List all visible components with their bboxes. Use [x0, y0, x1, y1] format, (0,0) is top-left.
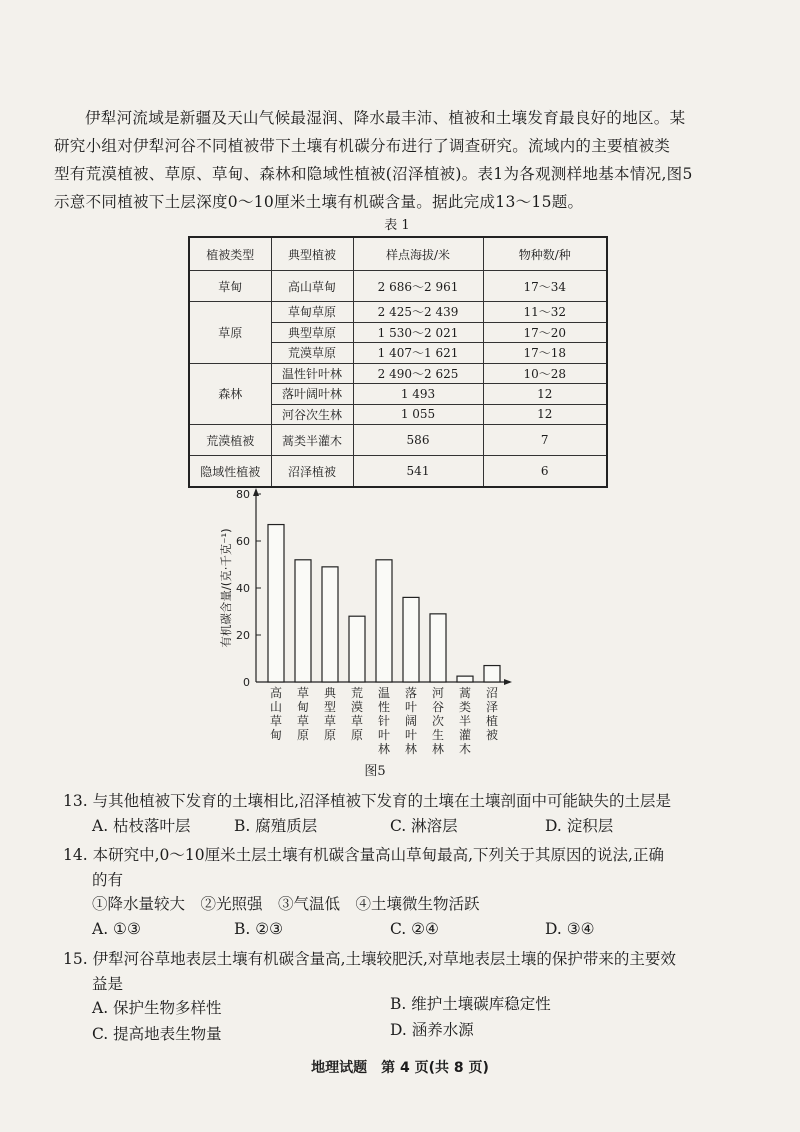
- bar: [322, 567, 338, 682]
- y-axis-label: 有机碳含量/(克·千克⁻¹): [219, 528, 233, 648]
- q14-option-d[interactable]: D. ③④: [545, 920, 595, 938]
- species-cell: 7: [483, 425, 607, 456]
- intro-line: 伊犁河流域是新疆及天山气候最湿润、降水最丰沛、植被和土壤发育最良好的地区。某: [85, 109, 686, 127]
- altitude-cell: 1 407～1 621: [353, 343, 483, 364]
- altitude-cell: 2 490～2 625: [353, 363, 483, 384]
- typical-plant-cell: 典型草原: [271, 322, 353, 343]
- x-tick-label: 荒漠草原: [350, 686, 364, 742]
- species-cell: 17～18: [483, 343, 607, 364]
- altitude-cell: 586: [353, 425, 483, 456]
- typical-plant-cell: 沼泽植被: [271, 456, 353, 488]
- q15-option-b[interactable]: B. 维护土壤碳库稳定性: [390, 995, 551, 1013]
- vegetation-type-cell: 草原: [189, 302, 271, 364]
- x-tick-label: 温性针叶林: [377, 686, 391, 756]
- y-tick-label: 40: [236, 582, 250, 595]
- table-caption: 表 1: [384, 218, 410, 233]
- vegetation-type-cell: 荒漠植被: [189, 425, 271, 456]
- typical-plant-cell: 河谷次生林: [271, 404, 353, 425]
- species-cell: 6: [483, 456, 607, 488]
- q15-option-d[interactable]: D. 涵养水源: [390, 1021, 474, 1039]
- q13-option-d[interactable]: D. 淀积层: [545, 817, 614, 835]
- altitude-cell: 1 055: [353, 404, 483, 425]
- intro-line: 示意不同植被下土层深度0～10厘米土壤有机碳含量。据此完成13～15题。: [54, 193, 584, 211]
- question-15-stem: 15. 伊犁河谷草地表层土壤有机碳含量高,土壤较肥沃,对草地表层土壤的保护带来的主要效: [63, 950, 676, 968]
- table-header: 植被类型: [189, 237, 271, 271]
- bar: [295, 560, 311, 682]
- table-header: 样点海拔/米: [353, 237, 483, 271]
- table-header: 典型植被: [271, 237, 353, 271]
- table-row: [189, 363, 607, 384]
- table-header: 物种数/种: [483, 237, 607, 271]
- table-header-row: [189, 237, 607, 271]
- intro-paragraph: [54, 104, 766, 216]
- vegetation-type-cell: 草甸: [189, 271, 271, 302]
- q13-option-c[interactable]: C. 淋溶层: [390, 817, 458, 835]
- x-tick-label: 典型草原: [323, 686, 337, 742]
- vegetation-type-cell: 隐域性植被: [189, 456, 271, 488]
- bar: [349, 616, 365, 682]
- q14-option-c[interactable]: C. ②④: [390, 920, 439, 938]
- species-cell: 10～28: [483, 363, 607, 384]
- x-tick-label: 高山草甸: [269, 686, 283, 742]
- species-cell: 17～20: [483, 322, 607, 343]
- intro-line: 型有荒漠植被、草原、草甸、森林和隐域性植被(沼泽植被)。表1为各观测样地基本情况,图5: [54, 165, 693, 183]
- typical-plant-cell: 草甸草原: [271, 302, 353, 323]
- intro-line: 研究小组对伊犁河谷不同植被带下土壤有机碳分布进行了调查研究。流域内的主要植被类: [54, 137, 671, 155]
- altitude-cell: 2 425～2 439: [353, 302, 483, 323]
- q13-option-a[interactable]: A. 枯枝落叶层: [92, 817, 191, 835]
- question-15-stem-cont: 益是: [92, 975, 124, 993]
- typical-plant-cell: 荒漠草原: [271, 343, 353, 364]
- table-row: [189, 425, 607, 456]
- x-tick-label: 落叶阔叶林: [404, 686, 418, 756]
- altitude-cell: 541: [353, 456, 483, 488]
- q13-option-b[interactable]: B. 腐殖质层: [234, 817, 318, 835]
- bar: [376, 560, 392, 682]
- question-14-stem-cont: 的有: [92, 871, 124, 889]
- typical-plant-cell: 温性针叶林: [271, 363, 353, 384]
- figure-caption: 图5: [364, 764, 386, 779]
- altitude-cell: 1 493: [353, 384, 483, 405]
- data-table: [188, 236, 608, 488]
- species-cell: 12: [483, 404, 607, 425]
- question-13-stem: 13. 与其他植被下发育的土壤相比,沼泽植被下发育的土壤在土壤剖面中可能缺失的土层是: [63, 792, 672, 810]
- x-tick-label: 河谷次生林: [431, 686, 445, 756]
- x-tick-label: 蒿类半灌木: [458, 686, 472, 756]
- page-footer: 地理试题 第 4 页(共 8 页): [311, 1060, 489, 1076]
- y-tick-label: 60: [236, 535, 250, 548]
- q14-option-a[interactable]: A. ①③: [92, 920, 141, 938]
- typical-plant-cell: 高山草甸: [271, 271, 353, 302]
- question-14-stem: 14. 本研究中,0～10厘米土层土壤有机碳含量高山草甸最高,下列关于其原因的说法,正确: [63, 846, 664, 864]
- species-cell: 11～32: [483, 302, 607, 323]
- y-tick-label: 20: [236, 629, 250, 642]
- bar: [403, 597, 419, 682]
- bar: [484, 666, 500, 682]
- altitude-cell: 2 686～2 961: [353, 271, 483, 302]
- bar: [457, 676, 473, 682]
- q14-option-b[interactable]: B. ②③: [234, 920, 284, 938]
- x-tick-label: 沼泽植被: [485, 686, 499, 742]
- y-tick-label: 0: [243, 676, 250, 689]
- y-tick-label: 80: [236, 488, 250, 501]
- table-row: [189, 271, 607, 302]
- x-tick-label: 草甸草原: [296, 686, 310, 742]
- bar: [268, 525, 284, 682]
- typical-plant-cell: 蒿类半灌木: [271, 425, 353, 456]
- x-labels: [270, 685, 498, 756]
- bar-chart: [200, 476, 540, 756]
- altitude-cell: 1 530～2 021: [353, 322, 483, 343]
- table-row: [189, 302, 607, 323]
- bar: [430, 614, 446, 682]
- question-14-items: ①降水量较大 ②光照强 ③气温低 ④土壤微生物活跃: [92, 895, 480, 913]
- species-cell: 17～34: [483, 271, 607, 302]
- vegetation-type-cell: 森林: [189, 363, 271, 425]
- bars: [268, 525, 500, 682]
- y-ticks: [236, 488, 261, 689]
- q15-option-c[interactable]: C. 提高地表生物量: [92, 1025, 222, 1043]
- x-axis-arrow: [504, 679, 512, 685]
- typical-plant-cell: 落叶阔叶林: [271, 384, 353, 405]
- y-axis-arrow: [253, 488, 259, 496]
- q15-option-a[interactable]: A. 保护生物多样性: [92, 999, 222, 1017]
- species-cell: 12: [483, 384, 607, 405]
